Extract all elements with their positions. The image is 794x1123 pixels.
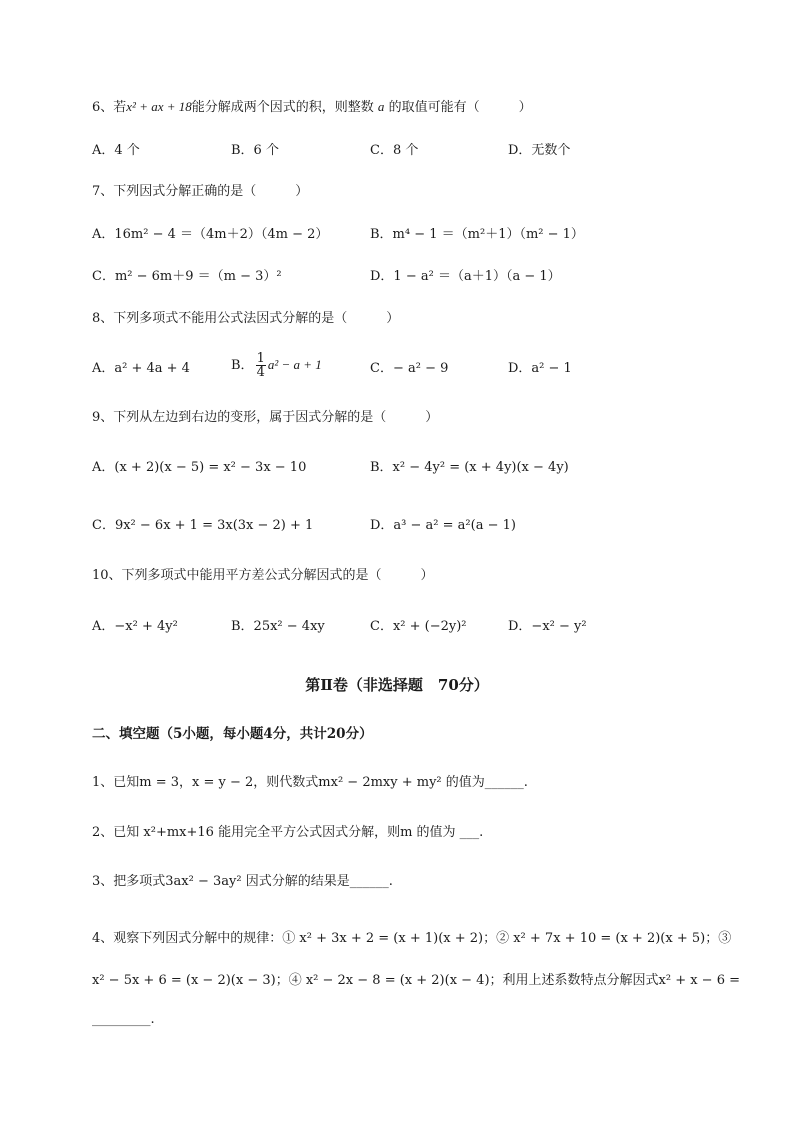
q7-option-c[interactable]: C．m² − 6m＋9 ＝（m − 3）²: [92, 269, 282, 284]
q6-option-d[interactable]: D．无数个: [508, 143, 571, 158]
q7-option-d[interactable]: D．1 − a² ＝（a＋1）（a − 1）: [370, 269, 561, 284]
q9-option-a[interactable]: A．(x + 2)(x − 5) = x² − 3x − 10: [92, 460, 307, 475]
fill-question-4-line-1: 4、观察下列因式分解中的规律：① x² + 3x + 2 = (x + 1)(x + 2)；② x² + 7x + 10 = (x + 2)(x + 5)；③: [92, 931, 732, 946]
q8-option-c[interactable]: C．− a² − 9: [370, 361, 449, 376]
fill-question-3: 3、把多项式3ax² − 3ay² 因式分解的结果是______.: [92, 874, 393, 889]
q6-option-c[interactable]: C．8 个: [370, 143, 419, 158]
q8-option-b-expression: a² − a + 1: [267, 357, 322, 372]
q8-option-b-label: B．: [231, 358, 254, 373]
fill-question-1: 1、已知m = 3，x = y − 2，则代数式mx² − 2mxy + my² 的值为______.: [92, 775, 528, 790]
fraction-denominator: 4: [256, 365, 265, 380]
q9-option-d[interactable]: D．a³ − a² = a²(a − 1): [370, 518, 516, 533]
question-9: 9、下列从左边到右边的变形，属于因式分解的是（ ）: [92, 410, 439, 425]
q6-prefix: 6、若: [92, 100, 127, 115]
q6-stem-end: 的取值可能有（ ）: [388, 100, 532, 115]
q9-option-b[interactable]: B．x² − 4y² = (x + 4y)(x − 4y): [370, 460, 569, 475]
q10-option-c[interactable]: C．x² + (−2y)²: [370, 619, 467, 634]
fill-in-section-heading: 二、填空题（5小题，每小题4分，共计20分）: [92, 726, 373, 742]
q6-stem: 能分解成两个因式的积，则整数: [191, 100, 374, 115]
fill-question-2: 2、已知 x²+mx+16 能用完全平方公式因式分解，则m 的值为 ___.: [92, 825, 484, 840]
fraction: [256, 352, 266, 379]
q10-option-d[interactable]: D．−x² − y²: [508, 619, 587, 634]
q6-option-b[interactable]: B．6 个: [231, 143, 279, 158]
q6-expression: x² + ax + 18: [126, 99, 192, 114]
q6-variable: a: [377, 99, 385, 114]
fill-question-4-line-2: x² − 5x + 6 = (x − 2)(x − 3)；④ x² − 2x − 8 = (x + 2)(x − 4)；利用上述系数特点分解因式x² + x − 6 =: [92, 973, 741, 988]
q10-option-a[interactable]: A．−x² + 4y²: [92, 619, 178, 634]
q7-option-b[interactable]: B．m⁴ − 1 ＝（m²＋1）（m² − 1）: [370, 227, 584, 242]
question-8: 8、下列多项式不能用公式法因式分解的是（ ）: [92, 311, 400, 326]
q7-option-a[interactable]: A．16m² − 4 ＝（4m＋2）（4m − 2）: [92, 227, 329, 242]
q6-option-a[interactable]: A．4 个: [92, 143, 140, 158]
question-6: [92, 98, 532, 117]
part-2-title: 第Ⅱ卷（非选择题 70分）: [305, 676, 489, 694]
q9-option-c[interactable]: C．9x² − 6x + 1 = 3x(3x − 2) + 1: [92, 518, 314, 533]
q8-option-d[interactable]: D．a² − 1: [508, 361, 572, 376]
q8-option-a[interactable]: A．a² + 4a + 4: [92, 361, 190, 376]
q10-option-b[interactable]: B．25x² − 4xy: [231, 619, 325, 634]
fraction-numerator: 1: [256, 351, 265, 366]
question-10: 10、下列多项式中能用平方差公式分解因式的是（ ）: [92, 568, 434, 583]
fill-question-4-line-3: _________.: [92, 1012, 155, 1027]
question-7: 7、下列因式分解正确的是（ ）: [92, 184, 309, 199]
q8-option-b[interactable]: [231, 352, 322, 379]
